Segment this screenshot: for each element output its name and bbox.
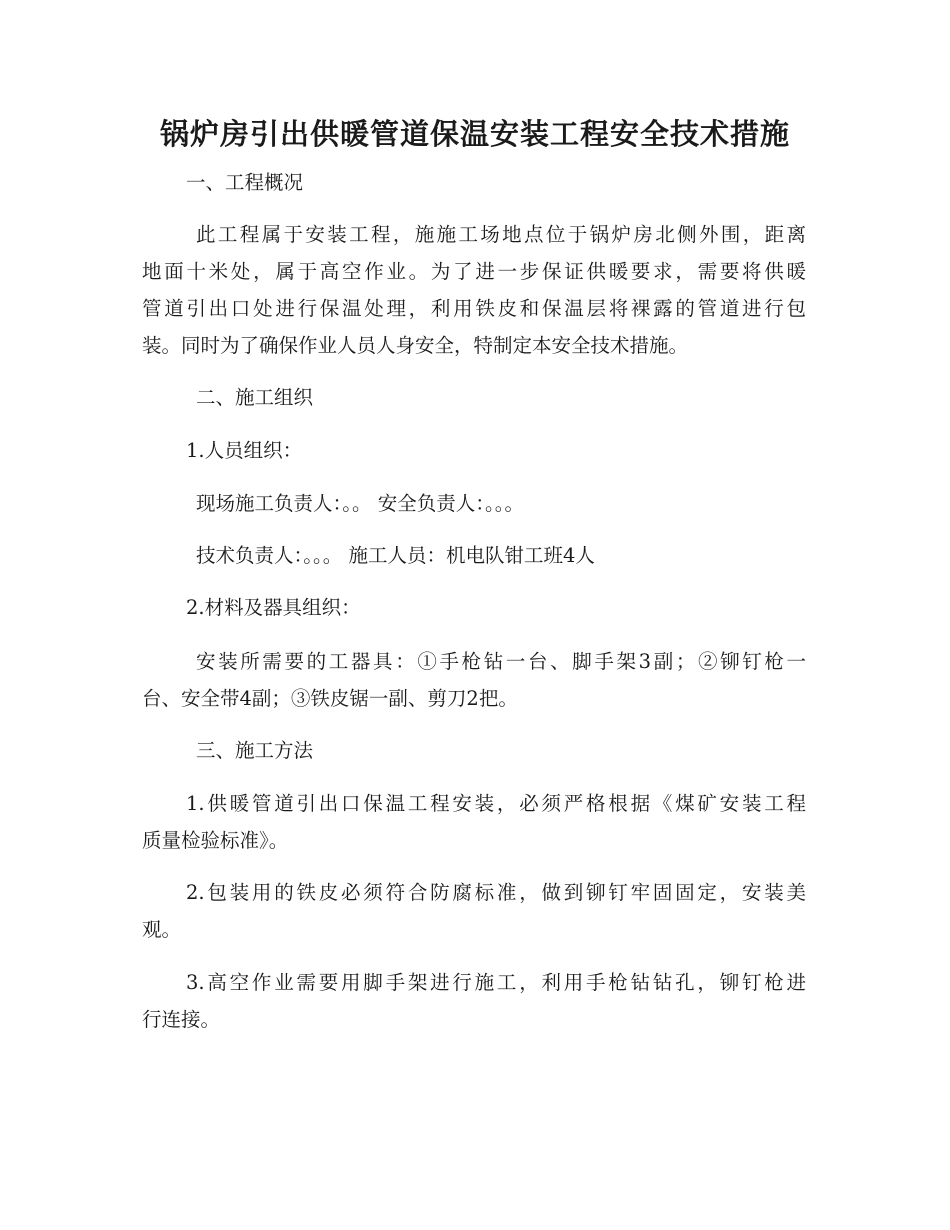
materials-line: 台、安全带4副；③铁皮锯一副、剪刀2把。: [142, 687, 518, 710]
paragraph-line: 管道引出口处进行保温处理，利用铁皮和保温层将裸露的管道进行包: [142, 297, 806, 320]
item-materials-heading: 2.材料及器具组织：: [186, 596, 361, 619]
personnel-line: 技术负责人：。。。 施工人员：机电队钳工班4人: [196, 544, 595, 567]
section-heading-organization: 二、施工组织: [196, 386, 314, 409]
document-title: 锅炉房引出供暖管道保温安装工程安全技术措施: [159, 117, 790, 151]
section-heading-method: 三、施工方法: [196, 739, 314, 762]
personnel-line: 现场施工负责人：。。 安全负责人：。。。: [196, 492, 524, 515]
method-line: 2.包装用的铁皮必须符合防腐标准，做到铆钉牢固固定，安装美: [186, 881, 806, 904]
method-line: 质量检验标准》。: [142, 829, 289, 852]
method-line: 1.供暖管道引出口保温工程安装，必须严格根据《煤矿安装工程: [186, 792, 806, 815]
method-line: 观。: [142, 918, 182, 941]
method-line: 行连接。: [142, 1008, 221, 1031]
method-line: 3.高空作业需要用脚手架进行施工，利用手枪钻钻孔，铆钉枪进: [186, 971, 806, 994]
paragraph-line: 地面十米处，属于高空作业。为了进一步保证供暖要求，需要将供暖: [142, 260, 806, 283]
paragraph-line: 装。同时为了确保作业人员人身安全，特制定本安全技术措施。: [142, 334, 689, 357]
paragraph-line: 此工程属于安装工程，施施工场地点位于锅炉房北侧外围，距离: [196, 223, 806, 246]
section-heading-overview: 一、工程概况: [186, 171, 304, 194]
materials-line: 安装所需要的工器具：①手枪钻一台、脚手架3副；②铆钉枪一: [196, 650, 806, 673]
item-personnel-heading: 1.人员组织：: [186, 439, 303, 462]
